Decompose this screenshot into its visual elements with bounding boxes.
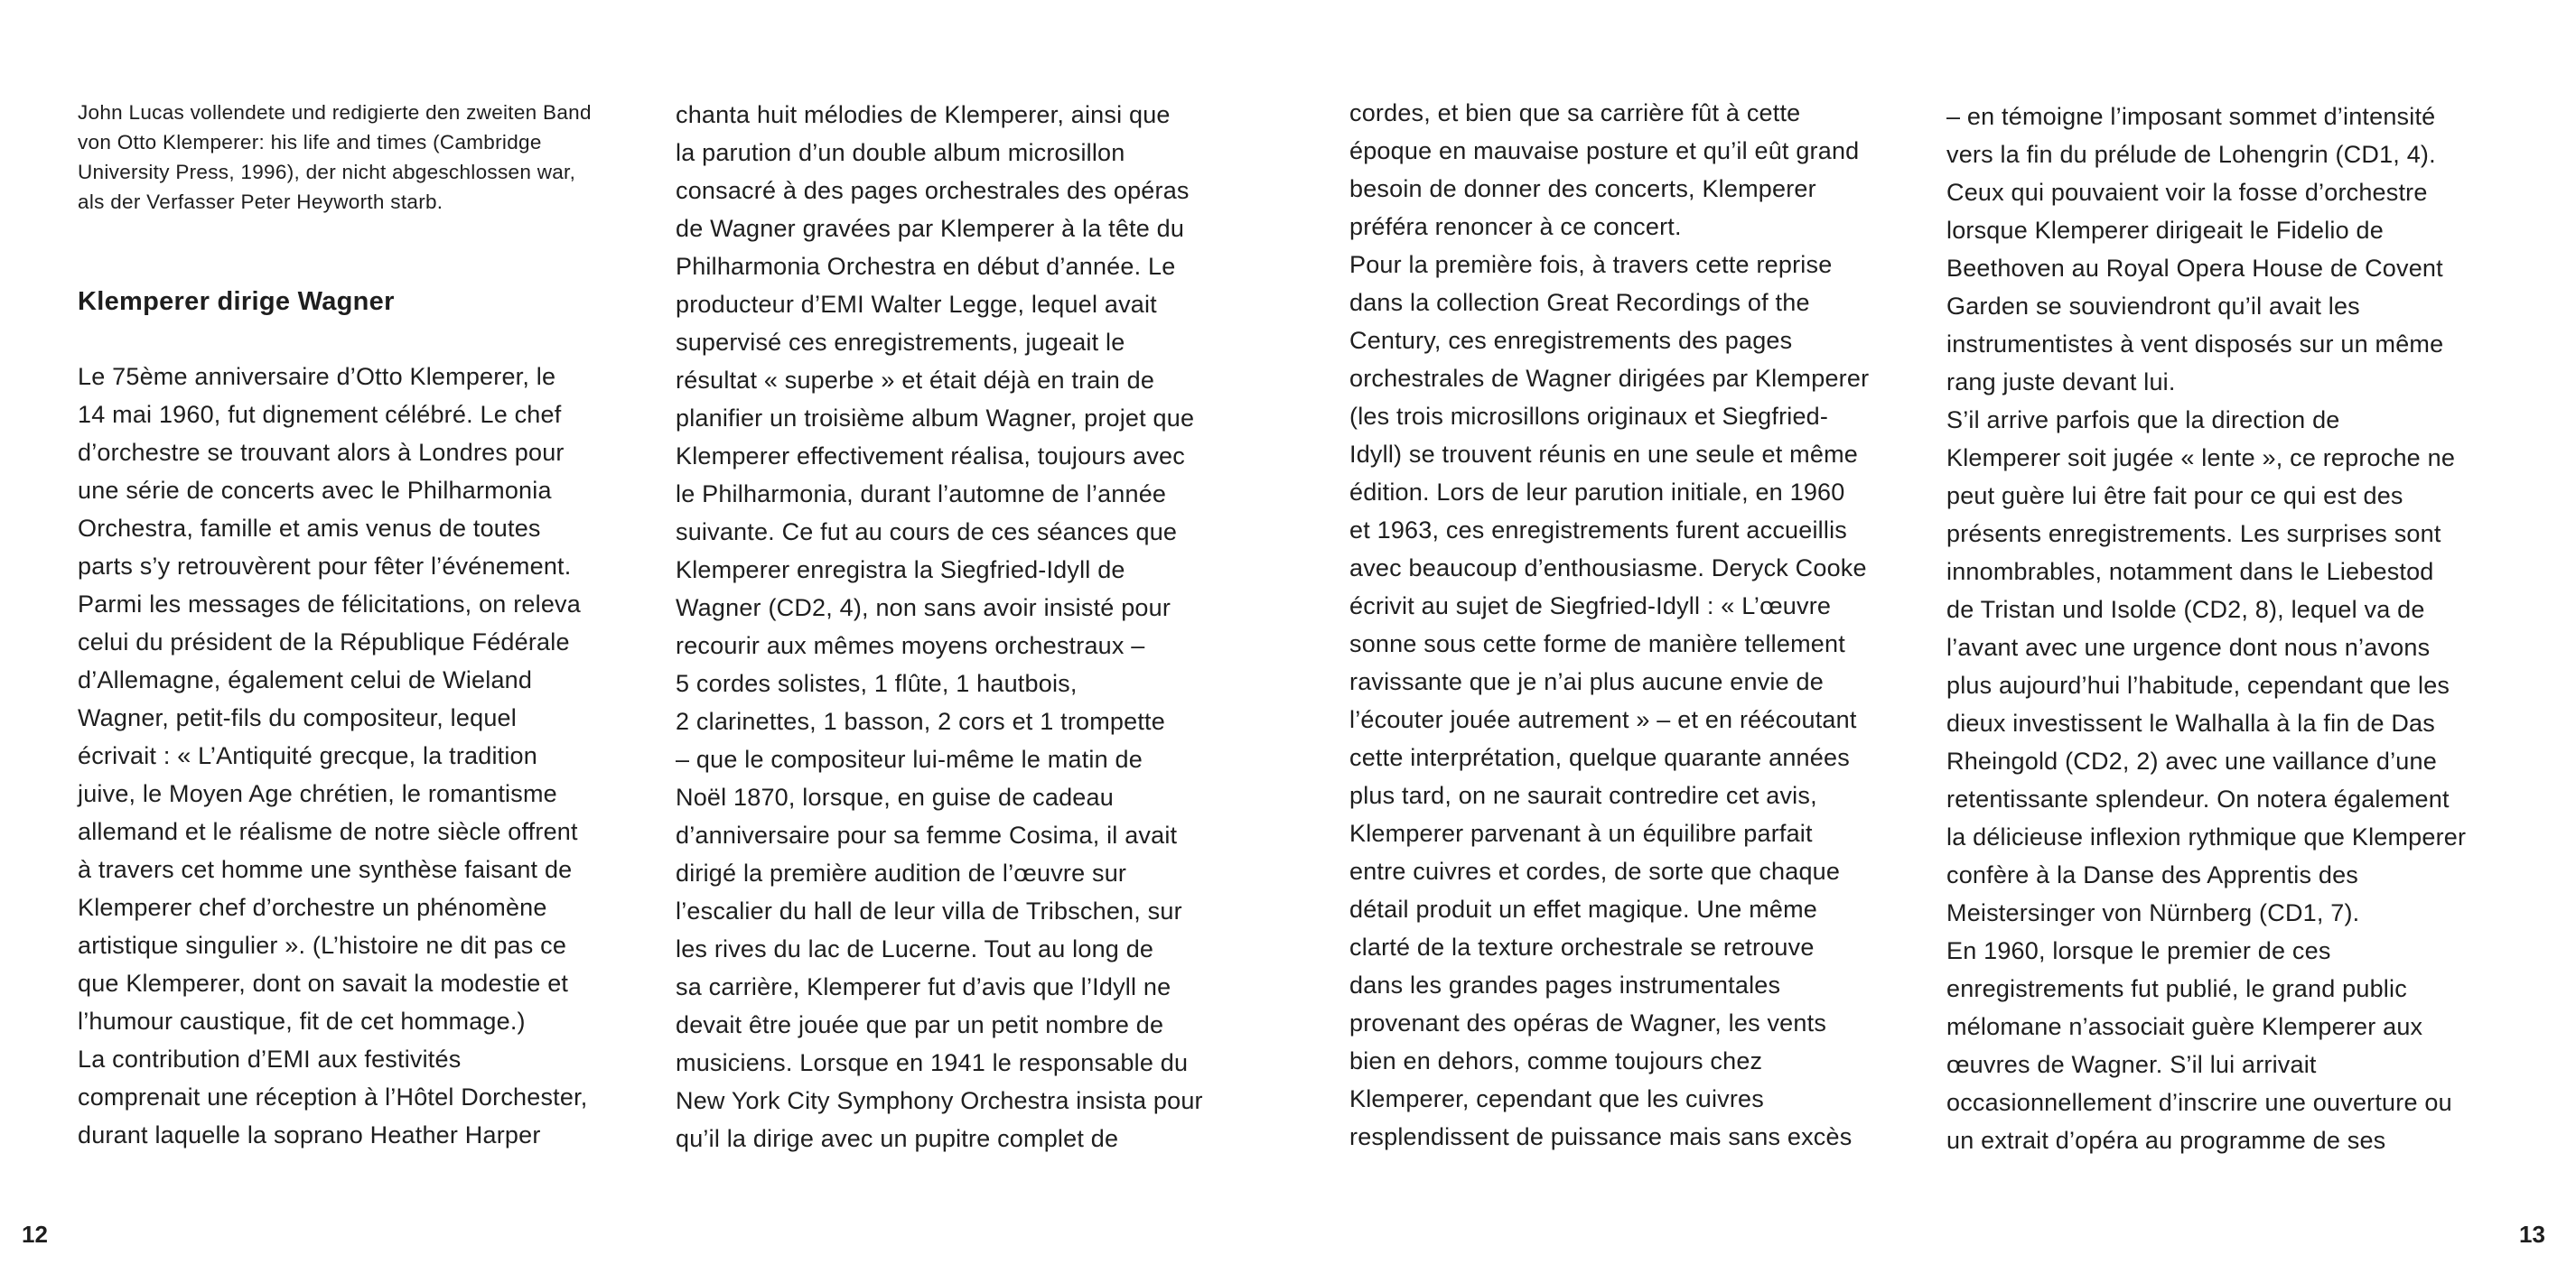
text-line: Ceux qui pouvaient voir la fosse d’orchestre <box>1946 179 2428 206</box>
column-3 <box>1349 0 1909 1274</box>
text-line: La contribution d’EMI aux festivités <box>78 1046 462 1073</box>
text-line: Parmi les messages de félicitations, on releva <box>78 591 581 618</box>
text-line: d’Allemagne, également celui de Wieland <box>78 666 533 693</box>
text-line: d’anniversaire pour sa femme Cosima, il avait <box>676 822 1178 849</box>
text-line: planifier un troisième album Wagner, projet que <box>676 405 1195 432</box>
text-line: Klemperer enregistra la Siegfried-Idyll de <box>676 556 1125 583</box>
text-line: Klemperer effectivement réalisa, toujours avec <box>676 442 1185 470</box>
text-line: S’il arrive parfois que la direction de <box>1946 406 2340 433</box>
text-line: allemand et le réalisme de notre siècle offrent <box>78 818 578 845</box>
text-line: retentissante splendeur. On notera également <box>1946 786 2450 813</box>
page-number-right: 13 <box>2519 1221 2545 1248</box>
text-line: orchestrales de Wagner dirigées par Klemperer <box>1349 365 1870 392</box>
text-line: John Lucas vollendete und redigierte den zweiten Band <box>78 101 592 124</box>
text-line: enregistrements fut publié, le grand public <box>1946 975 2407 1002</box>
text-line: la délicieuse inflexion rythmique que Klemperer <box>1946 823 2467 851</box>
text-line: Klemperer chef d’orchestre un phénomène <box>78 894 547 921</box>
text-line: rang juste devant lui. <box>1946 368 2176 395</box>
text-line: Orchestra, famille et amis venus de toutes <box>78 515 541 542</box>
text-line: durant laquelle la soprano Heather Harper <box>78 1121 541 1148</box>
text-line: bien en dehors, comme toujours chez <box>1349 1047 1763 1074</box>
text-line: comprenait une réception à l’Hôtel Dorchester, <box>78 1083 588 1111</box>
text-line: New York City Symphony Orchestra insista pour <box>676 1087 1203 1114</box>
text-line: cordes, et bien que sa carrière fût à cette <box>1349 99 1801 126</box>
text-line: lorsque Klemperer dirigeait le Fidelio de <box>1946 217 2384 244</box>
text-line: Klemperer, cependant que les cuivres <box>1349 1085 1764 1112</box>
text-line: sa carrière, Klemperer fut d’avis que l’Idyll ne <box>676 973 1171 1000</box>
text-line: celui du président de la République Fédérale <box>78 628 570 656</box>
text-line: 5 cordes solistes, 1 flûte, 1 hautbois, <box>676 670 1078 697</box>
text-line: resplendissent de puissance mais sans excès <box>1349 1123 1853 1150</box>
text-line: juive, le Moyen Age chrétien, le romantisme <box>78 780 557 807</box>
text-line: dans la collection Great Recordings of the <box>1349 289 1810 316</box>
text-line: – en témoigne l’imposant sommet d’intensité <box>1946 103 2436 130</box>
text-line: avec beaucoup d’enthousiasme. Deryck Cooke <box>1349 554 1867 581</box>
text-line: vers la fin du prélude de Lohengrin (CD1, 4). <box>1946 141 2436 168</box>
text-line: Wagner, petit-fils du compositeur, lequel <box>78 704 517 731</box>
text-line: University Press, 1996), der nicht abgeschlossen war, <box>78 161 576 183</box>
text-line: En 1960, lorsque le premier de ces <box>1946 937 2331 964</box>
text-line: d’orchestre se trouvant alors à Londres pour <box>78 439 565 466</box>
text-line: artistique singulier ». (L’histoire ne dit pas ce <box>78 932 567 959</box>
text-line: plus aujourd’hui l’habitude, cependant que les <box>1946 672 2450 699</box>
text-line: entre cuivres et cordes, de sorte que chaque <box>1349 858 1841 885</box>
text-line: provenant des opéras de Wagner, les vents <box>1349 1009 1827 1037</box>
text-line: l’humour caustique, fit de cet hommage.) <box>78 1008 526 1035</box>
text-line: plus tard, on ne saurait contredire cet avis, <box>1349 782 1817 809</box>
text-line: parts s’y retrouvèrent pour fêter l’événement. <box>78 553 572 580</box>
text-line: préféra renoncer à ce concert. <box>1349 213 1682 240</box>
text-line: Noël 1870, lorsque, en guise de cadeau <box>676 784 1114 811</box>
text-line: clarté de la texture orchestrale se retrouve <box>1349 934 1815 961</box>
text-line: Century, ces enregistrements des pages <box>1349 327 1793 354</box>
text-line: détail produit un effet magique. Une même <box>1349 896 1818 923</box>
text-line: Le 75ème anniversaire d’Otto Klemperer, le <box>78 363 556 390</box>
text-line: Pour la première fois, à travers cette reprise <box>1349 251 1833 278</box>
text-line: que Klemperer, dont on savait la modestie et <box>78 970 569 997</box>
text-line: époque en mauvaise posture et qu’il eût grand <box>1349 137 1860 164</box>
text-line: l’escalier du hall de leur villa de Tribschen, sur <box>676 897 1182 925</box>
text-line: Wagner (CD2, 4), non sans avoir insisté pour <box>676 594 1171 621</box>
text-line: Philharmonia Orchestra en début d’année. Le <box>676 253 1176 280</box>
text-line: Meistersinger von Nürnberg (CD1, 7). <box>1946 899 2360 926</box>
text-line: un extrait d’opéra au programme de ses <box>1946 1127 2386 1154</box>
text-line: occasionnellement d’inscrire une ouverture ou <box>1946 1089 2452 1116</box>
text-line: besoin de donner des concerts, Klemperer <box>1349 175 1816 202</box>
text-line: et 1963, ces enregistrements furent accueillis <box>1349 516 1847 544</box>
text-line: l’avant avec une urgence dont nous n’avons <box>1946 634 2431 661</box>
text-line: recourir aux mêmes moyens orchestraux – <box>676 632 1145 659</box>
text-line: instrumentistes à vent disposés sur un même <box>1946 330 2444 358</box>
text-line: la parution d’un double album microsillon <box>676 139 1125 166</box>
text-line: Beethoven au Royal Opera House de Covent <box>1946 255 2443 282</box>
text-line: als der Verfasser Peter Heyworth starb. <box>78 191 443 213</box>
text-line: mélomane n’associait guère Klemperer aux <box>1946 1013 2423 1040</box>
text-line: von Otto Klemperer: his life and times (Cambridge <box>78 131 542 153</box>
text-line: dans les grandes pages instrumentales <box>1349 972 1781 999</box>
text-line: confère à la Danse des Apprentis des <box>1946 861 2358 888</box>
text-line: devait être jouée que par un petit nombre de <box>676 1011 1164 1038</box>
text-line: le Philharmonia, durant l’automne de l’année <box>676 480 1167 507</box>
text-line: présents enregistrements. Les surprises sont <box>1946 520 2441 547</box>
text-line: supervisé ces enregistrements, jugeait le <box>676 329 1125 356</box>
text-line: les rives du lac de Lucerne. Tout au long de <box>676 935 1154 962</box>
text-line: écrivit au sujet de Siegfried-Idyll : « L’œuvre <box>1349 592 1832 619</box>
text-line: suivante. Ce fut au cours de ces séances que <box>676 518 1178 545</box>
text-line: innombrables, notamment dans le Liebestod <box>1946 558 2434 585</box>
text-line: l’écouter jouée autrement » – et en réécoutant <box>1349 706 1857 733</box>
text-line: sonne sous cette forme de manière tellement <box>1349 630 1845 657</box>
text-line: chanta huit mélodies de Klemperer, ainsi que <box>676 101 1171 128</box>
column-2 <box>676 0 1236 1274</box>
text-line: résultat « superbe » et était déjà en train de <box>676 367 1155 394</box>
text-line: de Wagner gravées par Klemperer à la tête du <box>676 215 1185 242</box>
section-heading: Klemperer dirige Wagner <box>78 287 395 316</box>
column-4 <box>1946 0 2506 1274</box>
text-line: Klemperer parvenant à un équilibre parfait <box>1349 820 1813 847</box>
text-line: œuvres de Wagner. S’il lui arrivait <box>1946 1051 2317 1078</box>
text-line: cette interprétation, quelque quarante années <box>1349 744 1850 771</box>
text-line: Klemperer soit jugée « lente », ce reproche ne <box>1946 444 2456 471</box>
text-line: de Tristan und Isolde (CD2, 8), lequel va de <box>1946 596 2425 623</box>
page-number-left: 12 <box>22 1221 48 1248</box>
text-line: musiciens. Lorsque en 1941 le responsable du <box>676 1049 1189 1076</box>
text-line: (les trois microsillons originaux et Siegfried- <box>1349 403 1829 430</box>
text-line: ravissante que je n’ai plus aucune envie de <box>1349 668 1824 695</box>
text-line: Rheingold (CD2, 2) avec une vaillance d’une <box>1946 748 2437 775</box>
text-line: qu’il la dirige avec un pupitre complet de <box>676 1125 1119 1152</box>
text-line: – que le compositeur lui-même le matin de <box>676 746 1143 773</box>
text-line: Idyll) se trouvent réunis en une seule et même <box>1349 441 1858 468</box>
text-line: édition. Lors de leur parution initiale, en 1960 <box>1349 479 1845 506</box>
text-line: dieux investissent le Walhalla à la fin de Das <box>1946 710 2435 737</box>
text-line: consacré à des pages orchestrales des opéras <box>676 177 1190 204</box>
text-line: dirigé la première audition de l’œuvre sur <box>676 860 1127 887</box>
text-line: 2 clarinettes, 1 basson, 2 cors et 1 trompette <box>676 708 1165 735</box>
text-line: Garden se souviendront qu’il avait les <box>1946 293 2360 320</box>
text-line: écrivait : « L’Antiquité grecque, la tradition <box>78 742 537 769</box>
text-line: une série de concerts avec le Philharmonia <box>78 477 552 504</box>
text-line: producteur d’EMI Walter Legge, lequel avait <box>676 291 1157 318</box>
column-1 <box>78 0 638 1274</box>
text-line: peut guère lui être fait pour ce qui est des <box>1946 482 2403 509</box>
text-line: 14 mai 1960, fut dignement célébré. Le chef <box>78 401 562 428</box>
text-line: à travers cet homme une synthèse faisant de <box>78 856 573 883</box>
